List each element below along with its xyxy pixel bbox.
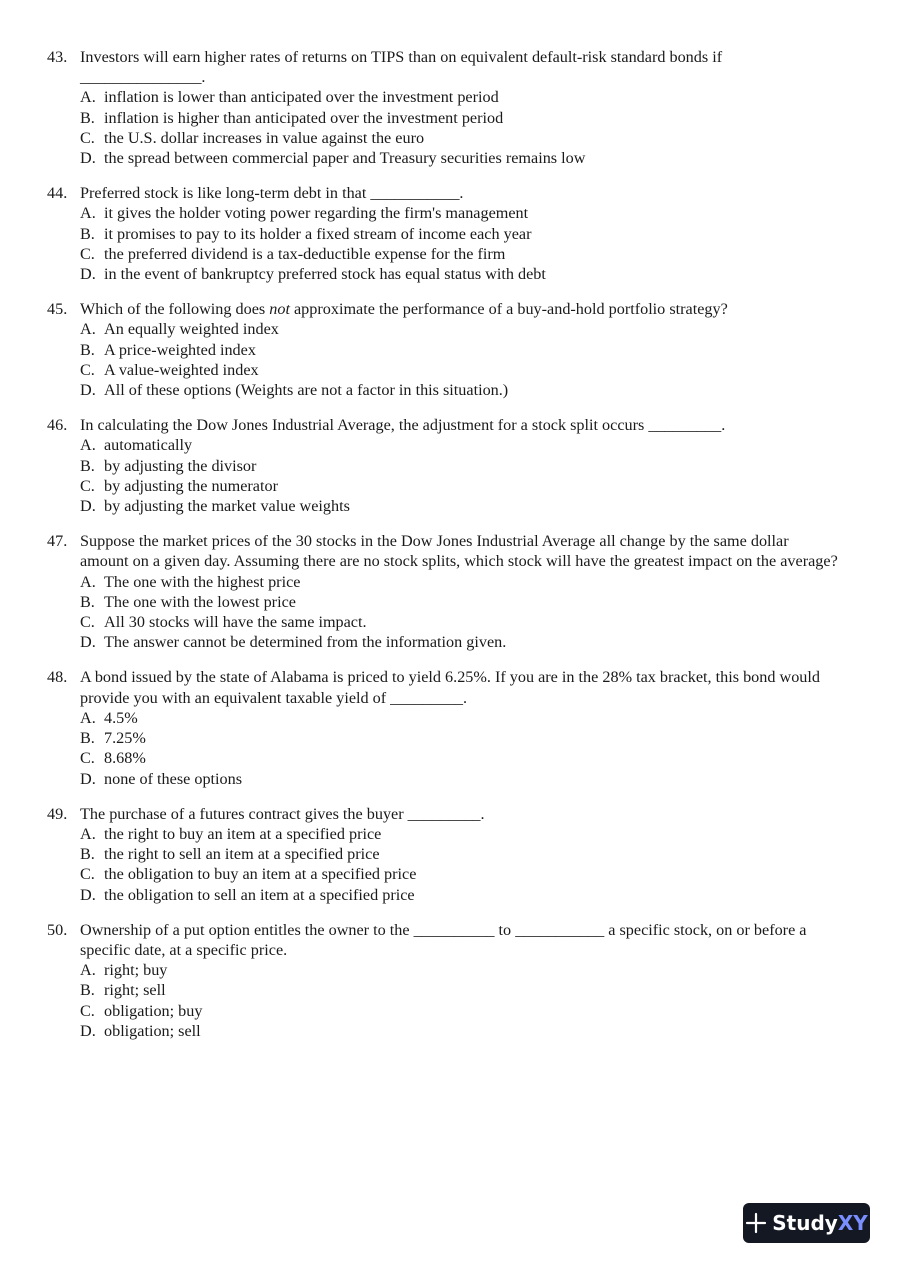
answer-option-b [80,340,840,360]
answer-option-c [80,864,840,884]
question-text-emphasis: not [269,300,290,319]
option-letter: B. [80,108,95,127]
option-text: the obligation to buy an item at a specified price [104,865,417,884]
option-text: 7.25% [104,729,146,748]
logo-wordmark [772,1203,867,1243]
question-45 [0,299,900,400]
option-letter: C. [80,360,95,379]
option-letter: B. [80,845,95,864]
logo-text-study: Study [772,1211,838,1235]
option-text: All of these options (Weights are not a factor in this situation.) [104,381,509,400]
option-letter: C. [80,1001,95,1020]
answer-option-d [80,380,840,400]
question-44 [0,183,900,284]
question-text: A bond issued by the state of Alabama is priced to yield 6.25%. If you are in the 28% tax bracket, this bond would provide you with an equivalent taxable yield of _________. [80,668,820,707]
answer-option-c [80,128,840,148]
option-text: the U.S. dollar increases in value against the euro [104,128,425,147]
logo-text-xy: XY [837,1211,868,1235]
option-letter: B. [80,729,95,748]
option-text: the spread between commercial paper and Treasury securities remains low [104,149,586,168]
option-text: A price-weighted index [104,340,256,359]
option-text: All 30 stocks will have the same impact. [104,613,367,632]
option-letter: C. [80,865,95,884]
question-number: 44. [47,184,68,203]
answer-option-b [80,224,840,244]
option-letter: B. [80,224,95,243]
option-letter: A. [80,824,96,843]
question-number: 49. [47,804,68,823]
option-letter: A. [80,572,96,591]
option-text: A value-weighted index [104,360,259,379]
option-letter: A. [80,436,96,455]
option-letter: A. [80,961,96,980]
answer-options [80,824,840,905]
answer-option-d [80,769,840,789]
answer-option-a [80,435,840,455]
question-text [80,299,840,319]
answer-options [80,203,840,284]
answer-option-b [80,844,840,864]
option-text: inflation is lower than anticipated over the investment period [104,88,499,107]
option-text: by adjusting the market value weights [104,497,350,516]
option-text: 8.68% [104,749,146,768]
answer-option-c [80,748,840,768]
option-text: the right to sell an item at a specified price [104,845,380,864]
option-text: by adjusting the divisor [104,456,257,475]
question-text-before: Which of the following does [80,300,270,319]
option-letter: D. [80,381,96,400]
option-letter: A. [80,88,96,107]
option-letter: D. [80,265,96,284]
option-text: by adjusting the numerator [104,476,278,495]
question-number: 46. [47,416,68,435]
question-number: 45. [47,300,68,319]
answer-option-a [80,203,840,223]
question-43 [0,47,900,168]
question-page [0,47,900,1056]
question-text: Preferred stock is like long-term debt in that ___________. [80,184,464,203]
question-48 [0,667,900,788]
answer-option-d [80,496,840,516]
answer-option-a [80,824,840,844]
option-text: the preferred dividend is a tax-deductible expense for the firm [104,244,506,263]
option-letter: A. [80,320,96,339]
question-number: 43. [47,48,68,66]
question-text: The purchase of a futures contract gives the buyer _________. [80,804,485,823]
answer-option-c [80,1001,840,1021]
question-text: In calculating the Dow Jones Industrial Average, the adjustment for a stock split occurs _________. [80,416,726,435]
option-letter: D. [80,633,96,652]
option-letter: C. [80,749,95,768]
option-text: none of these options [104,769,243,788]
answer-option-a [80,87,840,107]
option-text: the obligation to sell an item at a specified price [104,885,415,904]
answer-option-b [80,108,840,128]
option-letter: D. [80,885,96,904]
answer-options [80,435,840,516]
answer-option-c [80,476,840,496]
option-text: in the event of bankruptcy preferred stock has equal status with debt [104,265,546,284]
option-text: The one with the highest price [104,572,301,591]
option-letter: B. [80,456,95,475]
studyxy-logo [743,1203,870,1243]
answer-option-d [80,885,840,905]
answer-options [80,708,840,789]
answer-options [80,319,840,400]
option-letter: A. [80,204,96,223]
answer-option-d [80,1021,840,1041]
option-text: right; buy [104,961,168,980]
option-letter: D. [80,149,96,168]
option-text: automatically [104,436,193,455]
question-47 [0,531,900,652]
option-text: inflation is higher than anticipated over the investment period [104,108,504,127]
plus-icon [745,1212,767,1234]
option-letter: C. [80,613,95,632]
option-text: 4.5% [104,708,138,727]
answer-option-c [80,612,840,632]
question-text: Ownership of a put option entitles the owner to the __________ to ___________ a specific stock, on or before a specific date, at a specific price. [80,920,807,959]
answer-option-b [80,728,840,748]
option-letter: B. [80,981,95,1000]
option-text: it gives the holder voting power regarding the firm's management [104,204,529,223]
question-text-after: approximate the performance of a buy-and-hold portfolio strategy? [289,300,728,319]
option-letter: D. [80,769,96,788]
question-text: Suppose the market prices of the 30 stocks in the Dow Jones Industrial Average all change by the same dollar amount on a given day. Assuming there are no stock splits, which stock will have the greatest impact on the average? [80,532,838,571]
option-text: it promises to pay to its holder a fixed stream of income each year [104,224,532,243]
question-number: 50. [47,920,68,939]
option-letter: C. [80,244,95,263]
question-text: Investors will earn higher rates of returns on TIPS than on equivalent default-risk standard bonds if _______________. [80,48,723,87]
answer-option-a [80,960,840,980]
question-46 [0,415,900,516]
answer-option-a [80,319,840,339]
answer-option-c [80,244,840,264]
option-letter: D. [80,497,96,516]
option-text: right; sell [104,981,166,1000]
answer-option-b [80,456,840,476]
option-letter: A. [80,708,96,727]
answer-option-b [80,980,840,1000]
option-text: An equally weighted index [104,320,279,339]
option-letter: B. [80,592,95,611]
answer-options [80,572,840,653]
option-letter: D. [80,1021,96,1040]
answer-option-d [80,264,840,284]
answer-option-d [80,632,840,652]
option-text: obligation; buy [104,1001,203,1020]
option-text: The answer cannot be determined from the information given. [104,633,507,652]
option-text: The one with the lowest price [104,592,296,611]
question-number: 48. [47,668,68,687]
option-letter: C. [80,476,95,495]
question-number: 47. [47,532,68,551]
option-text: obligation; sell [104,1021,201,1040]
answer-option-a [80,572,840,592]
answer-option-b [80,592,840,612]
option-letter: B. [80,340,95,359]
answer-option-c [80,360,840,380]
answer-options [80,87,840,168]
answer-options [80,960,840,1041]
option-letter: C. [80,128,95,147]
answer-option-d [80,148,840,168]
answer-option-a [80,708,840,728]
option-text: the right to buy an item at a specified price [104,824,382,843]
question-49 [0,804,900,905]
question-50 [0,920,900,1041]
